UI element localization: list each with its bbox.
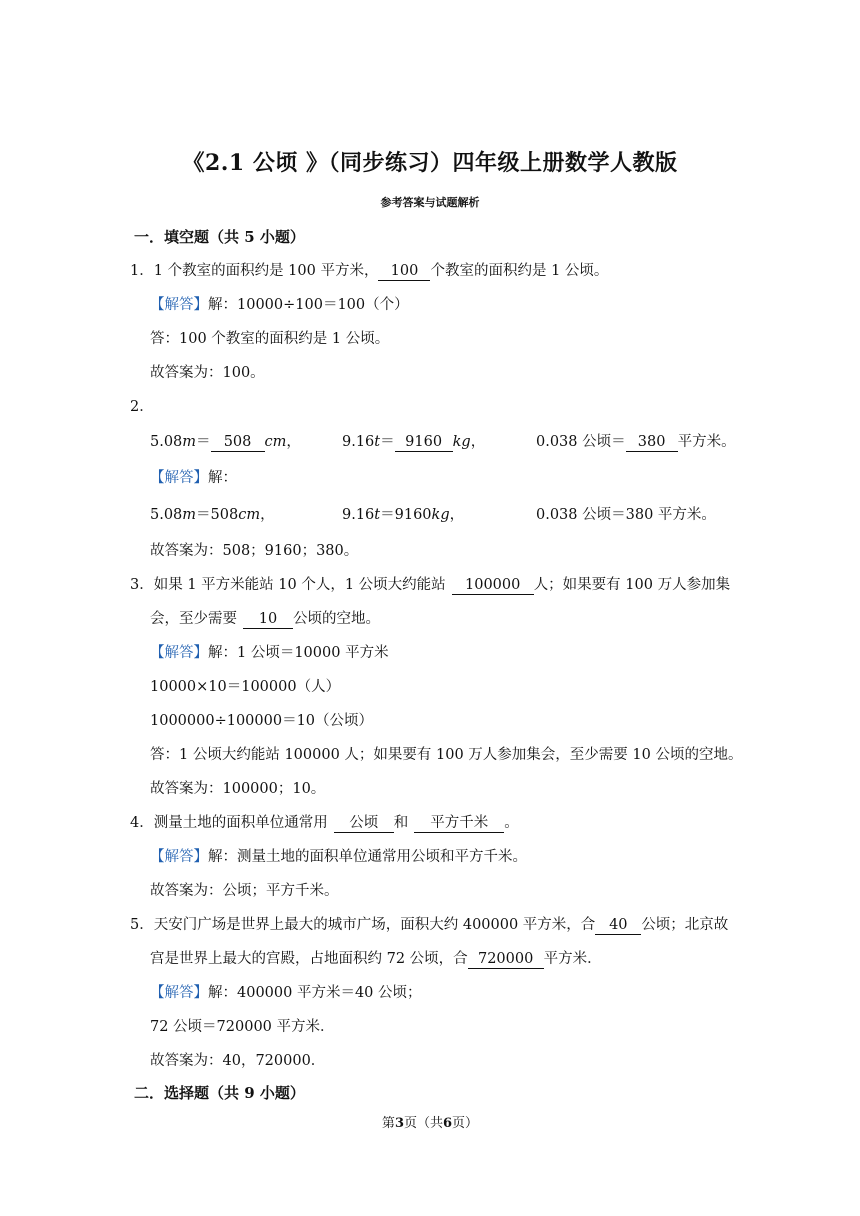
question-2: 2． (130, 399, 154, 415)
q1-answer: 答：100 个教室的面积约是 1 公顷。 (150, 331, 390, 347)
question-4: 4．测量土地的面积单位通常用 公顷 和 平方千米 。 (130, 815, 519, 831)
question-1: 1．1 个教室的面积约是 100 平方米， 100 个教室的面积约是 1 公顷。 (130, 263, 609, 279)
q5-final-answer: 故答案为：40，720000． (150, 1053, 326, 1069)
page-total: 6 (443, 1116, 453, 1131)
page-number: 3 (394, 1116, 404, 1131)
q3-answer: 答：1 公顷大约能站 100000 人；如果要有 100 万人参加集会，至少需要 10 公顷的空地。 (150, 747, 743, 763)
solution-tag: 【解答】 (150, 645, 208, 661)
q5-step-2: 72 公顷＝720000 平方米． (150, 1019, 335, 1035)
q2-result-b: 9.16t＝9160kg， (342, 507, 465, 523)
answer-blank: 380 (626, 435, 678, 452)
solution-tag: 【解答】 (150, 849, 208, 865)
answer-blank: 10 (243, 612, 293, 629)
answer-blank: 720000 (468, 952, 544, 969)
question-5: 5．天安门广场是世界上最大的城市广场，面积大约 400000 平方米，合 40 公顷；北京故 (130, 917, 729, 933)
answer-blank: 9160 (395, 435, 453, 452)
answer-blank: 100 (378, 264, 430, 281)
q3-step-3: 1000000÷100000＝10（公顷） (150, 713, 374, 729)
q2-result-c: 0.038 公顷＝380 平方米。 (536, 507, 716, 523)
q2-part-c: 0.038 公顷＝ 380 平方米。 (536, 434, 736, 450)
section-heading-fill-in: 一．填空题（共 5 小题） (134, 228, 305, 246)
q4-final-answer: 故答案为：公顷；平方千米。 (150, 883, 339, 899)
answer-blank: 平方千米 (414, 816, 504, 833)
q3-final-answer: 故答案为：100000；10。 (150, 781, 326, 797)
document-subtitle: 参考答案与试题解析 (380, 196, 480, 209)
answer-blank: 公顷 (334, 816, 394, 833)
page-footer: 第3页（共6页） (381, 1116, 479, 1131)
q2-result-a: 5.08m＝508cm， (150, 507, 275, 523)
q2-part-a: 5.08m＝ 508 cm， (150, 434, 301, 450)
question-3: 3．如果 1 平方米能站 10 个人，1 公顷大约能站 100000 人；如果要有 100 万人参加集 (130, 577, 731, 593)
question-3-cont: 会，至少需要 10 公顷的空地。 (150, 611, 380, 627)
q3-step-2: 10000×10＝100000（人） (150, 679, 341, 695)
q3-solution: 【解答】解：1 公顷＝10000 平方米 (150, 645, 389, 661)
section-heading-choice: 二．选择题（共 9 小题） (134, 1084, 305, 1102)
q1-solution: 【解答】解：10000÷100＝100（个） (150, 297, 409, 313)
solution-tag: 【解答】 (150, 470, 208, 486)
q1-final-answer: 故答案为：100。 (150, 365, 265, 381)
q5-solution: 【解答】解：400000 平方米＝40 公顷； (150, 985, 422, 1001)
q2-part-b: 9.16t＝ 9160 kg， (342, 434, 486, 450)
solution-tag: 【解答】 (150, 985, 208, 1001)
answer-blank: 508 (211, 435, 265, 452)
solution-tag: 【解答】 (150, 297, 208, 313)
document-title: 《2.1 公顷 》（同步练习）四年级上册数学人教版 (182, 150, 678, 176)
answer-blank: 100000 (452, 578, 534, 595)
q4-solution: 【解答】解：测量土地的面积单位通常用公顷和平方千米。 (150, 849, 527, 865)
q2-final-answer: 故答案为：508；9160；380。 (150, 543, 359, 559)
question-5-cont: 宫是世界上最大的宫殿，占地面积约 72 公顷，合 720000 平方米． (150, 951, 602, 967)
q2-solution: 【解答】解： (150, 470, 237, 486)
answer-blank: 40 (595, 918, 641, 935)
